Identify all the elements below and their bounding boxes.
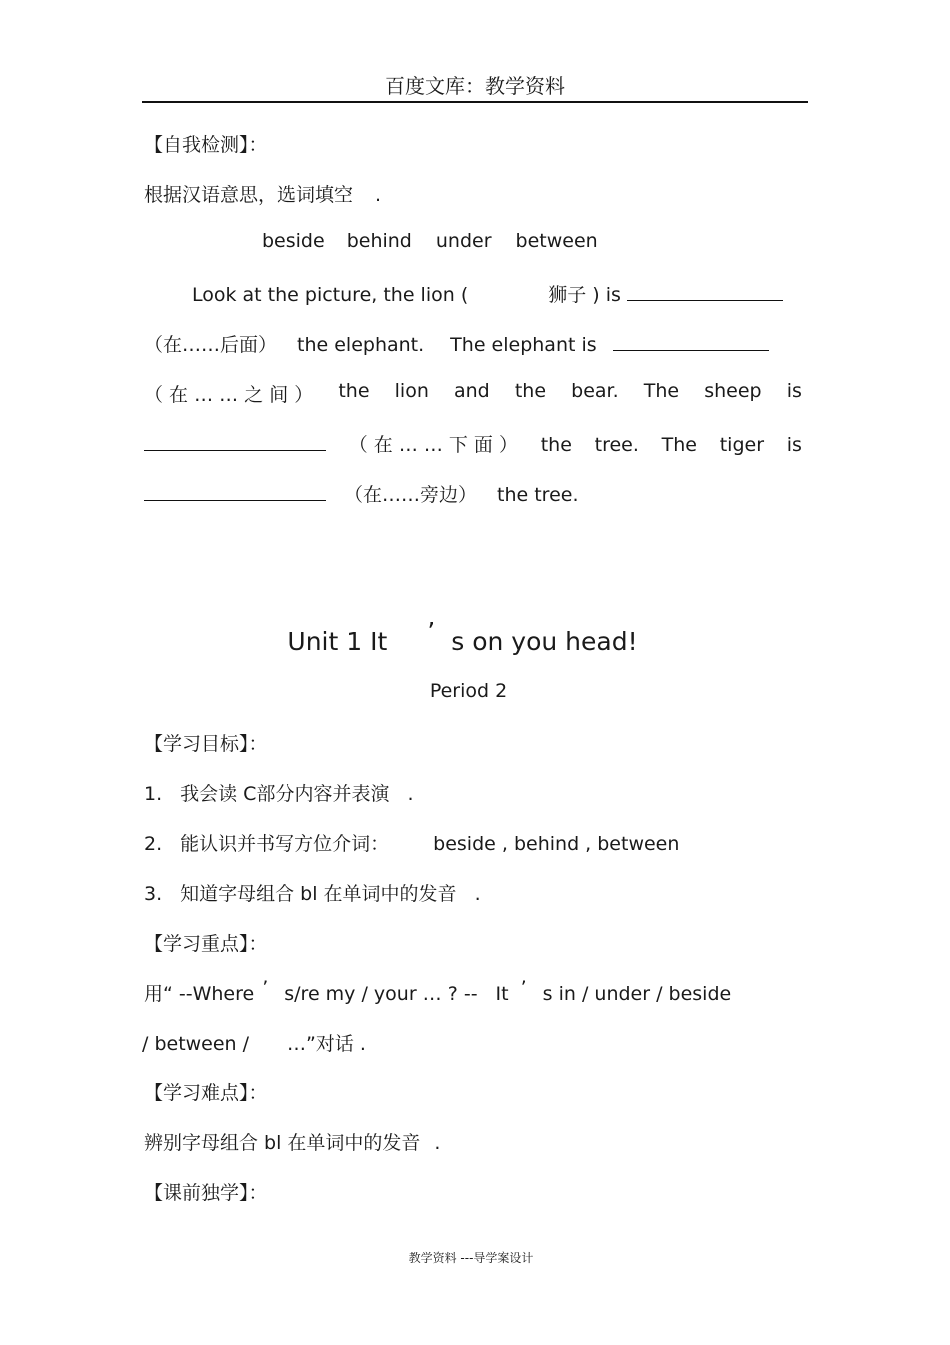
key-points-text: ’ — [262, 977, 269, 999]
exercise-text: The — [643, 380, 680, 402]
word-bank — [262, 230, 598, 252]
exercise-text: 狮子 ) is — [548, 284, 621, 306]
exercise-line-3 — [144, 380, 802, 407]
exercise-text: the — [540, 434, 572, 456]
exercise-line-5 — [144, 480, 579, 507]
unit-title-part: Unit 1 It — [287, 627, 388, 656]
exercise-text: is — [786, 380, 802, 402]
objective-item — [144, 879, 481, 906]
exercise-text: The — [661, 434, 697, 456]
fill-blank[interactable] — [144, 434, 326, 451]
exercise-text: （ 在 … … 下 面 ） — [348, 434, 518, 456]
objective-text: 能认识并书写方位介词： — [180, 833, 390, 855]
word-bank-item: beside — [262, 230, 325, 252]
exercise-text: and — [454, 380, 490, 402]
exercise-text: the elephant. — [297, 334, 425, 356]
exercise-text: lion — [394, 380, 429, 402]
objective-text: 我会读 C部分内容并表演 — [180, 783, 390, 805]
objective-number: 3. — [144, 883, 163, 905]
key-points-text: / between / — [142, 1033, 250, 1055]
page-header-title: 百度文库：教学资料 — [385, 74, 565, 98]
key-points-text: 用“ --Where — [144, 983, 255, 1005]
unit-title-part: s on you head! — [451, 627, 638, 656]
exercise-text: tiger — [719, 434, 765, 456]
exercise-line-1 — [192, 280, 783, 307]
objective-text: . — [474, 883, 481, 905]
header-rule — [142, 101, 808, 103]
word-bank-item: between — [515, 230, 598, 252]
key-points-line-2 — [142, 1029, 366, 1056]
exercise-line-4 — [144, 430, 802, 457]
difficulty-text-body: 辨别字母组合 bl 在单词中的发音 — [144, 1132, 421, 1154]
key-points-text: …”对话 . — [287, 1033, 366, 1055]
exercise-line-2 — [144, 330, 769, 357]
instruction-period: . — [375, 184, 382, 206]
exercise-text: is — [786, 434, 802, 456]
difficulty-text-end: . — [434, 1132, 441, 1154]
key-points-text: s/re my / your … ? -- — [284, 983, 478, 1005]
exercise-text: Look at the picture, the lion ( — [192, 284, 469, 306]
self-check-heading: 【自我检测】： — [144, 134, 268, 156]
exercise-text: the — [514, 380, 547, 402]
self-check-instruction — [144, 180, 381, 207]
fill-blank[interactable] — [613, 334, 769, 351]
exercise-text: tree. — [594, 434, 639, 456]
objective-text: . — [407, 783, 414, 805]
exercise-text: （在……后面） — [144, 334, 278, 356]
exercise-text: （在……旁边） — [344, 484, 478, 506]
objective-item — [144, 829, 679, 856]
objectives-heading: 【学习目标】： — [144, 733, 268, 755]
unit-title-apostrophe: ’ — [427, 617, 436, 646]
key-points-line-1 — [144, 979, 731, 1006]
unit-title — [0, 617, 925, 656]
exercise-text: the — [338, 380, 370, 402]
key-points-text: It — [495, 983, 509, 1005]
objective-item — [144, 779, 414, 806]
fill-blank[interactable] — [627, 284, 783, 301]
difficulty-heading: 【学习难点】： — [144, 1082, 268, 1104]
preview-heading: 【课前独学】： — [144, 1182, 268, 1204]
exercise-text: （ 在 … … 之 间 ） — [144, 384, 314, 406]
objective-number: 1. — [144, 783, 163, 805]
period-label: Period 2 — [429, 680, 508, 702]
objective-text: beside , behind , between — [433, 833, 680, 855]
instruction-text: 根据汉语意思，选词填空 — [144, 184, 354, 206]
key-points-text: ’ — [520, 977, 527, 999]
key-points-text: s in / under / beside — [542, 983, 732, 1005]
key-points-heading: 【学习重点】： — [144, 933, 268, 955]
word-bank-item: under — [435, 230, 492, 252]
objective-number: 2. — [144, 833, 163, 855]
objective-text: 知道字母组合 bl 在单词中的发音 — [180, 883, 457, 905]
fill-blank[interactable] — [144, 484, 326, 501]
word-bank-item: behind — [346, 230, 412, 252]
exercise-text: sheep — [704, 380, 762, 402]
page-footer: 教学资料 ---导学案设计 — [408, 1251, 534, 1265]
exercise-text: The elephant is — [450, 334, 597, 356]
difficulty-text — [144, 1128, 440, 1155]
exercise-text: the tree. — [497, 484, 579, 506]
exercise-text: bear. — [571, 380, 619, 402]
